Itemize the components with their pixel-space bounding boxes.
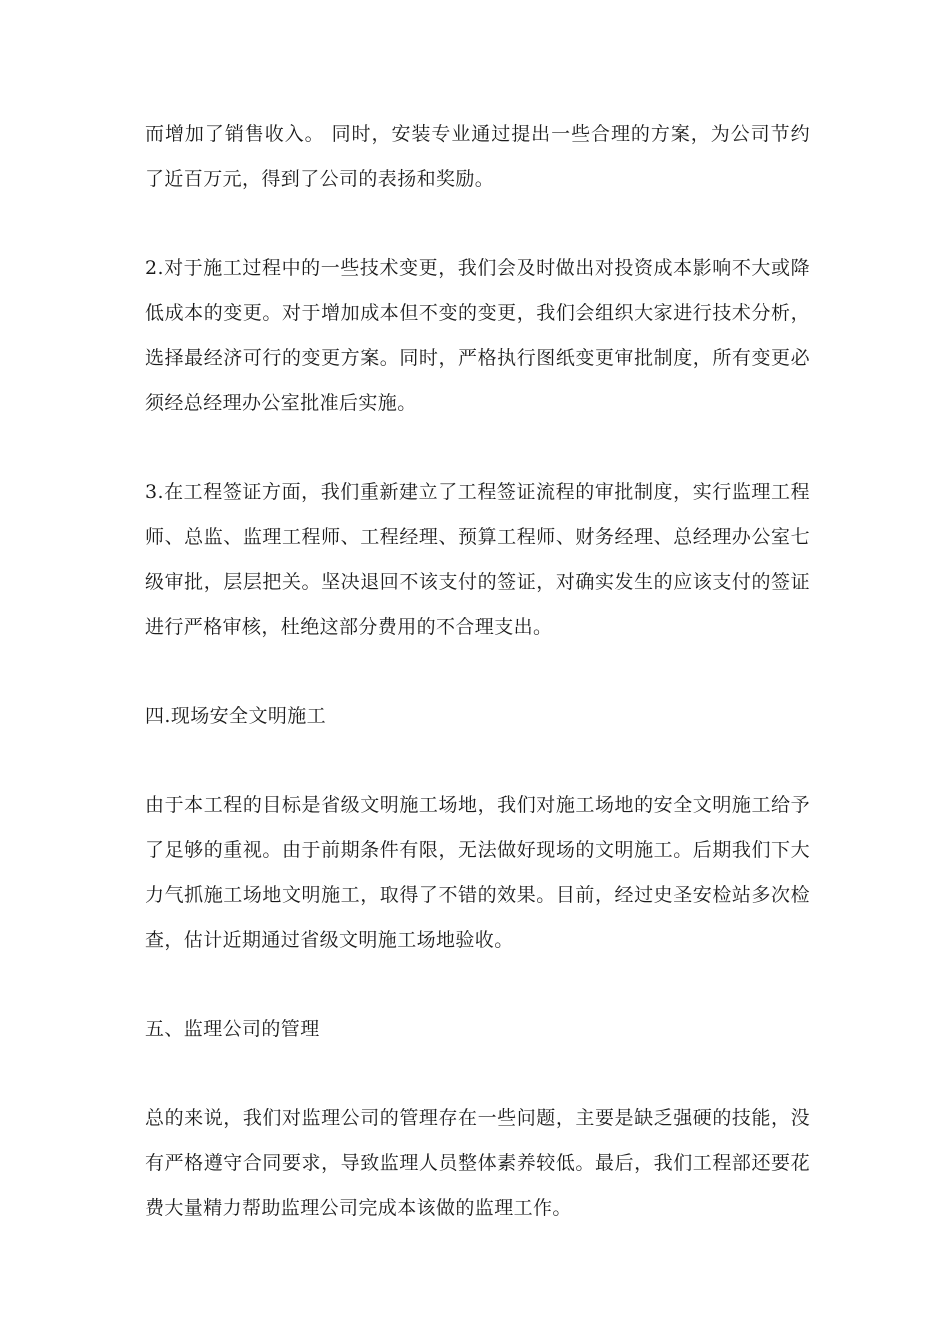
section-heading-supervision-management: 五、监理公司的管理	[145, 1018, 320, 1040]
paragraph-technical-changes: 2.对于施工过程中的一些技术变更，我们会及时做出对投资成本影响不大或降低成本的变更。对于增加成本但不变的变更，我们会组织大家进行技术分析，选择最经济可行的变更方案。同时，严格执行图纸变更审批制度，所有变更必须经总经理办公室批准后实施。	[145, 257, 810, 414]
paragraph-engineering-visa: 3.在工程签证方面，我们重新建立了工程签证流程的审批制度，实行监理工程师、总监、监理工程师、工程经理、预算工程师、财务经理、总经理办公室七级审批，层层把关。坚决退回不该支付的签证，对确实发生的应该支付的签证进行严格审核，杜绝这部分费用的不合理支出。	[145, 481, 810, 638]
document-body	[145, 112, 810, 1275]
section-heading-site-safety: 四.现场安全文明施工	[145, 705, 327, 727]
paragraph-site-safety: 由于本工程的目标是省级文明施工场地，我们对施工场地的安全文明施工给予了足够的重视。由于前期条件有限，无法做好现场的文明施工。后期我们下大力气抓施工场地文明施工，取得了不错的效果。目前，经过史圣安检站多次检查，估计近期通过省级文明施工场地验收。	[145, 794, 810, 951]
paragraph-sales-revenue: 而增加了销售收入。 同时，安装专业通过提出一些合理的方案，为公司节约了近百万元，得到了公司的表扬和奖励。	[145, 123, 810, 190]
paragraph-supervision-management: 总的来说，我们对监理公司的管理存在一些问题，主要是缺乏强硬的技能，没有严格遵守合同要求，导致监理人员整体素养较低。最后，我们工程部还要花费大量精力帮助监理公司完成本该做的监理工作。	[145, 1107, 810, 1219]
